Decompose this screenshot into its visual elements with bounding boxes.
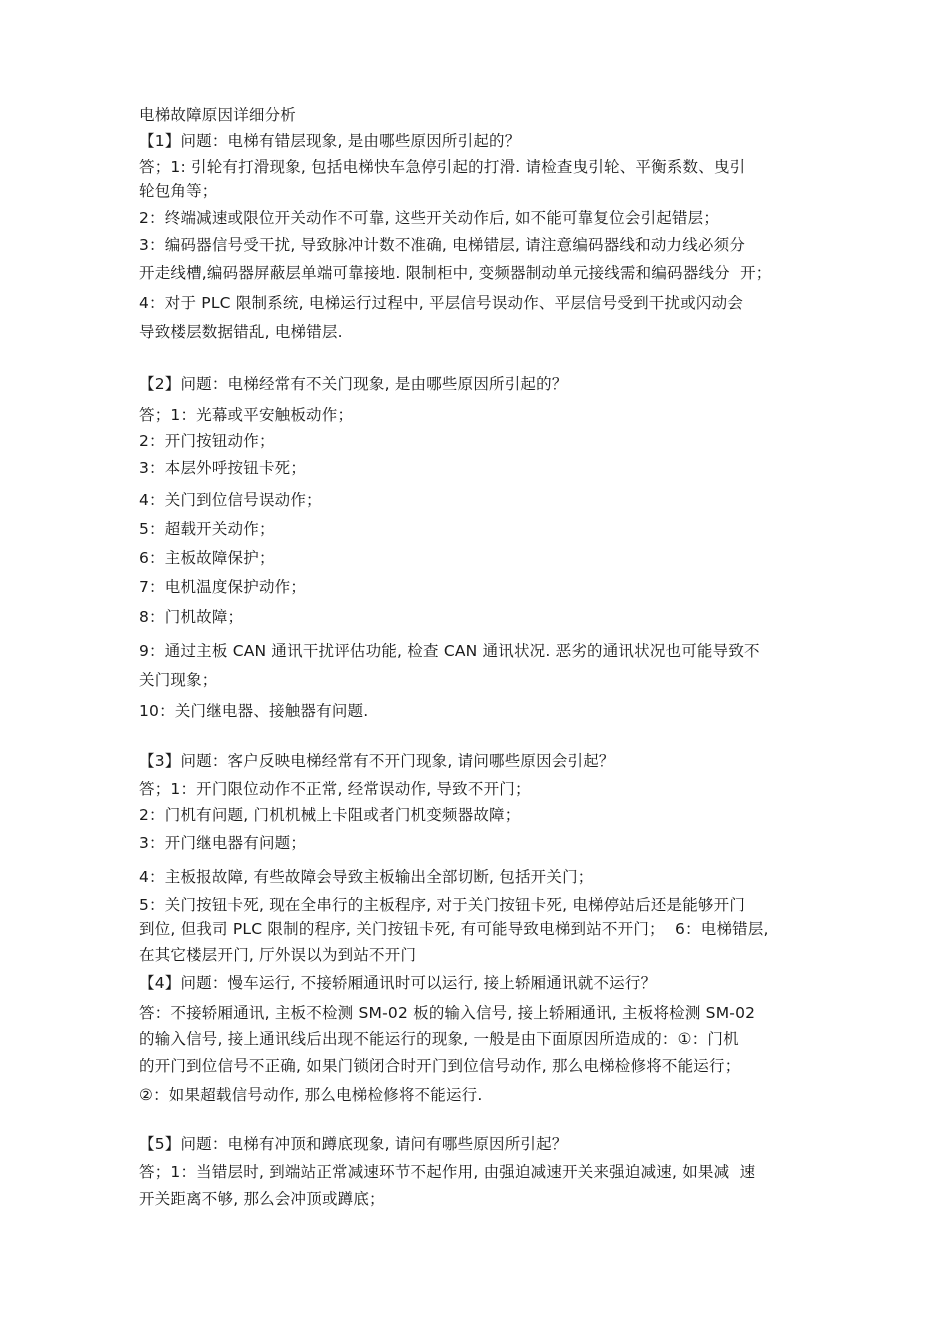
answer-line: 答；1: 引轮有打滑现象, 包括电梯快车急停引起的打滑. 请检查曳引轮、平衡系数、曳引 bbox=[139, 158, 746, 176]
answer-line: 答；1：开门限位动作不正常, 经常误动作, 导致不开门； bbox=[139, 780, 531, 798]
answer-line: 5：关门按钮卡死, 现在全串行的主板程序, 对于关门按钮卡死, 电梯停站后还是能够开门 bbox=[139, 896, 746, 914]
answer-line: 7：电机温度保护动作； bbox=[139, 578, 307, 596]
answer-line: 5：超载开关动作； bbox=[139, 520, 275, 538]
answer-line: 的开门到位信号不正确, 如果门锁闭合时开门到位信号动作, 那么电梯检修将不能运行； bbox=[139, 1057, 741, 1075]
question-5-heading: 【5】问题：电梯有冲顶和蹲底现象, 请问有哪些原因所引起？ bbox=[139, 1135, 568, 1153]
answer-line: 的输入信号, 接上通讯线后出现不能运行的现象, 一般是由下面原因所造成的：①：门机 bbox=[139, 1030, 739, 1048]
answer-line: 关门现象； bbox=[139, 671, 218, 689]
question-3-heading: 【3】问题：客户反映电梯经常有不开门现象, 请问哪些原因会引起？ bbox=[139, 752, 615, 770]
answer-line: 3：编码器信号受干扰, 导致脉冲计数不准确, 电梯错层, 请注意编码器线和动力线必须分 bbox=[139, 236, 746, 254]
answer-line: 4：关门到位信号误动作； bbox=[139, 491, 322, 509]
answer-line: 答；1：当错层时, 到端站正常减速环节不起作用, 由强迫减速开关来强迫减速, 如果减 速 bbox=[139, 1163, 756, 1181]
answer-line: 4：对于 PLC 限制系统, 电梯运行过程中, 平层信号误动作、平层信号受到干扰或闪动会 bbox=[139, 294, 744, 312]
answer-line: 10：关门继电器、接触器有问题. bbox=[139, 702, 369, 720]
answer-line: 答：不接轿厢通讯, 主板不检测 SM-02 板的输入信号, 接上轿厢通讯, 主板将检测 SM-02 bbox=[139, 1004, 756, 1022]
answer-line: 2：开门按钮动作； bbox=[139, 432, 275, 450]
answer-line: 3：本层外呼按钮卡死； bbox=[139, 459, 307, 477]
question-2-heading: 【2】问题：电梯经常有不关门现象, 是由哪些原因所引起的？ bbox=[139, 375, 568, 393]
answer-line: 开关距离不够, 那么会冲顶或蹲底； bbox=[139, 1190, 385, 1208]
answer-line: 到位, 但我司 PLC 限制的程序, 关门按钮卡死, 有可能导致电梯到站不开门； 6：电梯错层, bbox=[139, 920, 769, 938]
answer-line: 3：开门继电器有问题； bbox=[139, 834, 307, 852]
answer-line: 答；1：光幕或平安触板动作； bbox=[139, 406, 354, 424]
answer-line: 4：主板报故障, 有些故障会导致主板输出全部切断, 包括开关门； bbox=[139, 868, 594, 886]
document-title: 电梯故障原因详细分析 bbox=[139, 106, 297, 124]
answer-line: 2：终端减速或限位开关动作不可靠, 这些开关动作后, 如不能可靠复位会引起错层； bbox=[139, 209, 720, 227]
answer-line: 在其它楼层开门, 厅外误以为到站不开门 bbox=[139, 946, 417, 964]
answer-line: 开走线槽,编码器屏蔽层单端可靠接地. 限制柜中, 变频器制动单元接线需和编码器线分 开； bbox=[139, 264, 772, 282]
answer-line: 轮包角等； bbox=[139, 182, 218, 200]
answer-line: 9：通过主板 CAN 通讯干扰评估功能, 检查 CAN 通讯状况. 恶劣的通讯状况也可能导致不 bbox=[139, 642, 760, 660]
question-4-heading: 【4】问题：慢车运行, 不接轿厢通讯时可以运行, 接上轿厢通讯就不运行？ bbox=[139, 974, 657, 992]
question-1-heading: 【1】问题：电梯有错层现象, 是由哪些原因所引起的？ bbox=[139, 132, 521, 150]
answer-line: 导致楼层数据错乱, 电梯错层. bbox=[139, 323, 343, 341]
answer-line: 8：门机故障； bbox=[139, 608, 244, 626]
answer-line: 6：主板故障保护； bbox=[139, 549, 275, 567]
answer-line: ②：如果超载信号动作, 那么电梯检修将不能运行. bbox=[139, 1086, 483, 1104]
answer-line: 2：门机有问题, 门机机械上卡阻或者门机变频器故障； bbox=[139, 806, 521, 824]
